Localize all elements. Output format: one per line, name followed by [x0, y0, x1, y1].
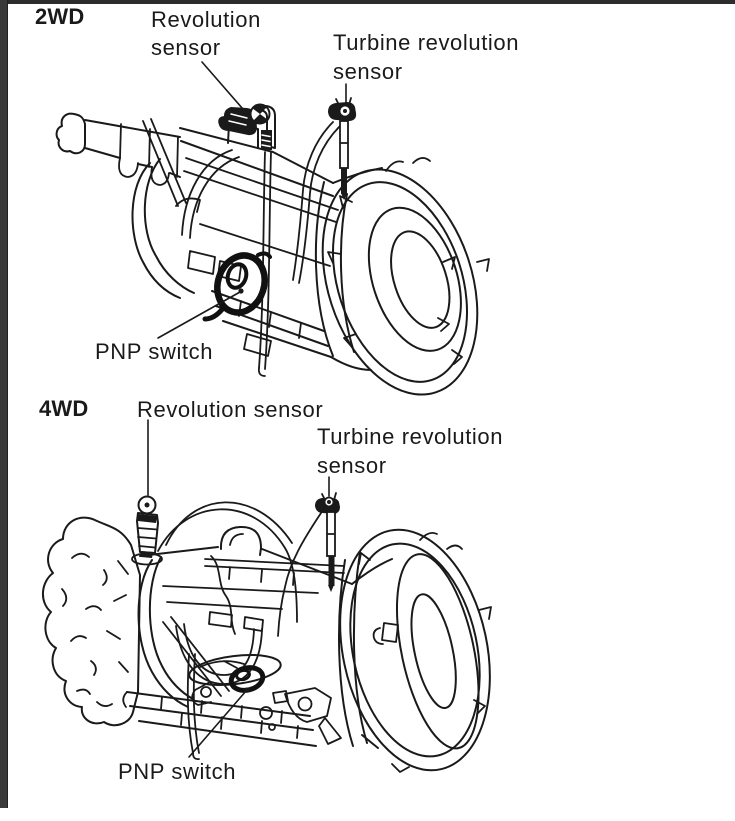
4wd-transmission-drawing [43, 420, 511, 784]
label-4wd-turbine-sensor-l1: Turbine revolution [317, 424, 504, 449]
label-2wd-turbine-sensor-l1: Turbine revolution [333, 30, 520, 55]
label-2wd-turbine-sensor-l2: sensor [333, 59, 403, 84]
2wd-revolution-sensor-part [218, 104, 275, 150]
label-2wd-revolution-sensor-l1: Revolution [151, 7, 261, 32]
2wd-bell-housing [296, 149, 505, 414]
4wd-gearbox-body [123, 527, 352, 746]
section-heading-4wd: 4WD [39, 396, 89, 421]
label-4wd-pnp-switch: PNP switch [118, 759, 237, 784]
4wd-revolution-sensor-part [132, 497, 162, 565]
section-heading-2wd: 2WD [35, 4, 85, 29]
2wd-output-shaft [57, 114, 186, 206]
2wd-turbine-revolution-sensor-part [328, 98, 356, 200]
label-2wd-pnp-switch: PNP switch [95, 339, 214, 364]
label-4wd-revolution-sensor: Revolution sensor [137, 397, 324, 422]
label-2wd-revolution-sensor-l2: sensor [151, 35, 221, 60]
label-4wd-turbine-sensor-l2: sensor [317, 453, 387, 478]
4wd-bell-housing [319, 516, 511, 785]
2wd-transmission-drawing [57, 59, 505, 415]
